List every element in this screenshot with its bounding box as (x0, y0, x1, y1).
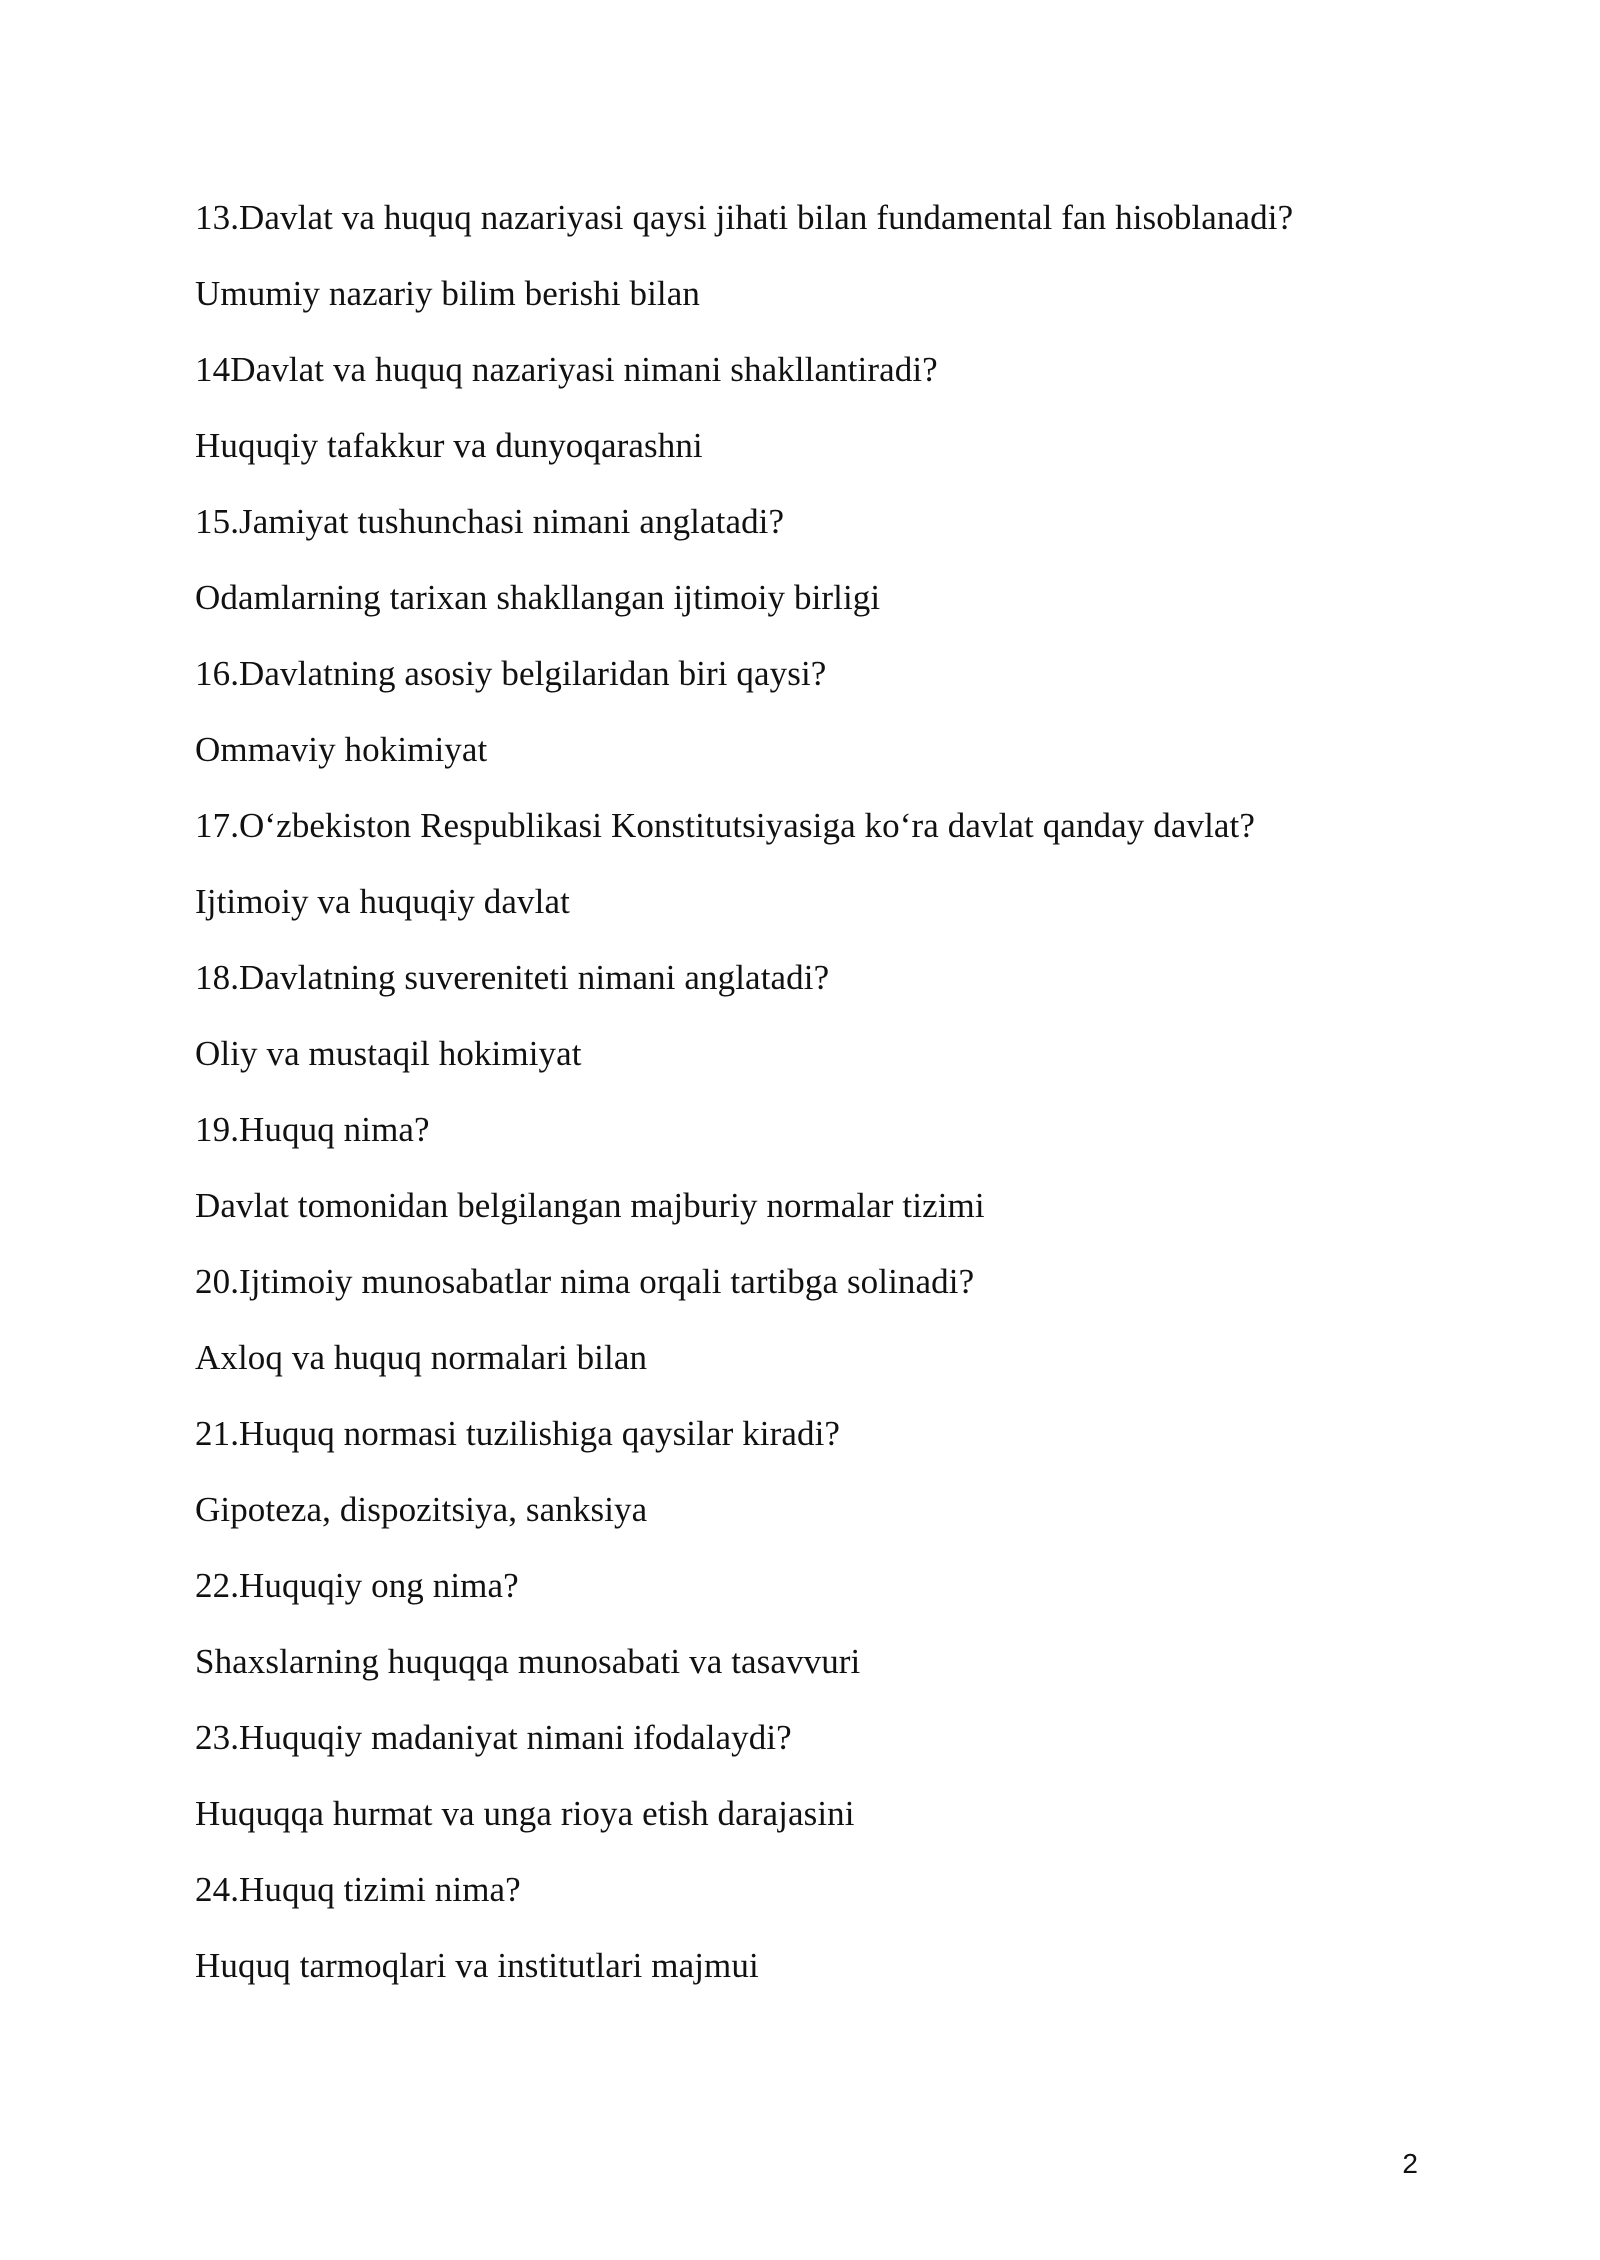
question-text: 21.Huquq normasi tuzilishiga qaysilar kiradi? (195, 1414, 841, 1453)
answer-text: Odamlarning tarixan shakllangan ijtimoiy birligi (195, 578, 881, 617)
answer-text: Huquqqa hurmat va unga rioya etish darajasini (195, 1794, 855, 1833)
question-text: 22.Huquqiy ong nima? (195, 1566, 519, 1605)
question-text: 19.Huquq nima? (195, 1110, 430, 1149)
question-text: 14Davlat va huquq nazariyasi nimani shakllantiradi? (195, 350, 938, 389)
page-number: 2 (1402, 2148, 1418, 2179)
answer-text: Davlat tomonidan belgilangan majburiy normalar tizimi (195, 1186, 985, 1225)
answer-text: Ijtimoiy va huquqiy davlat (195, 882, 570, 921)
answer-text: Shaxslarning huquqqa munosabati va tasavvuri (195, 1642, 861, 1681)
answer-text: Ommaviy hokimiyat (195, 730, 488, 769)
answer-text: Axloq va huquq normalari bilan (195, 1338, 648, 1377)
answer-text: Gipoteza, dispozitsiya, sanksiya (195, 1490, 648, 1529)
question-text: 20.Ijtimoiy munosabatlar nima orqali tartibga solinadi? (195, 1262, 975, 1301)
answer-text: Huquq tarmoqlari va institutlari majmui (195, 1946, 759, 1985)
answer-text: Umumiy nazariy bilim berishi bilan (195, 274, 700, 313)
question-text: 13.Davlat va huquq nazariyasi qaysi jihati bilan fundamental fan hisoblanadi? (195, 198, 1294, 237)
question-text: 23.Huquqiy madaniyat nimani ifodalaydi? (195, 1718, 792, 1757)
question-text: 16.Davlatning asosiy belgilaridan biri qaysi? (195, 654, 827, 693)
question-answer-list (195, 190, 1435, 2014)
answer-text: Huquqiy tafakkur va dunyoqarashni (195, 426, 703, 465)
question-text: 17.O‘zbekiston Respublikasi Konstitutsiyasiga ko‘ra davlat qanday davlat? (195, 806, 1255, 845)
question-text: 24.Huquq tizimi nima? (195, 1870, 521, 1909)
question-text: 15.Jamiyat tushunchasi nimani anglatadi? (195, 502, 785, 541)
answer-text: Oliy va mustaqil hokimiyat (195, 1034, 582, 1073)
question-text: 18.Davlatning suvereniteti nimani anglatadi? (195, 958, 830, 997)
